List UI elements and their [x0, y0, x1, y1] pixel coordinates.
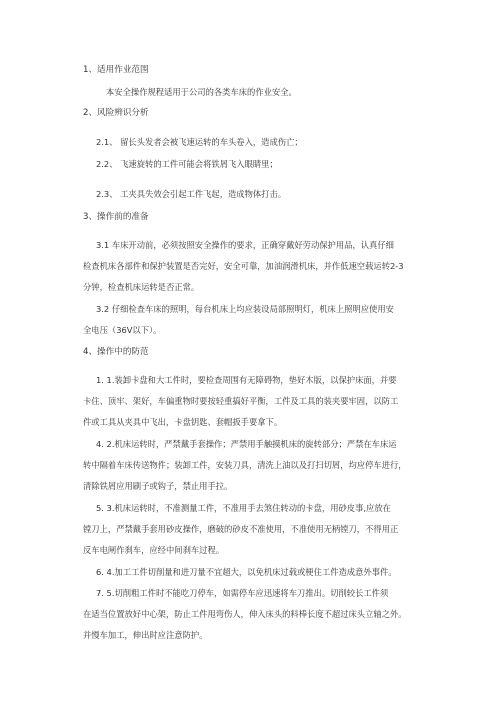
section-4-p1-line-3: 件或工具从夹具中飞出，卡盘钥匙、套帽扳手要拿下。	[83, 417, 283, 427]
section-4-p1-line-1: 1. 1.装卸卡盘和大工件时，要检查周围有无障碍物，垫好木版，以保护床面，并要	[96, 375, 397, 385]
section-3-heading: 3、操作前的准备	[83, 212, 149, 222]
section-4-p5-line-3: 并慢车加工，伸出时应注意防护。	[83, 630, 208, 640]
section-4-p2-line-1: 4. 2.机床运转时，严禁戴手套操作；严禁用手触摸机床的旋转部分；严禁在车床运	[96, 439, 397, 449]
section-4-p1-line-2: 卡住、顶牢、架好，车偏重物时要按轻重搞好平衡，工件及工具的装夹要牢固，以防工	[83, 396, 399, 406]
section-2-item-1: 2.1、 留长头发者会被飞速运转的车头卷入，造成伤亡；	[96, 137, 303, 147]
section-3-p2-line-2: 全电压（36V以下）。	[83, 325, 162, 335]
section-3-p1-line-3: 分钟，检查机床运转是否正常。	[83, 282, 200, 292]
section-4-p3-line-2: 镗刀上，严禁戴手套用砂皮操作，磨破的砂皮不准使用，不准使用无柄镗刀，不得用正	[83, 524, 399, 534]
section-1-text: 本安全操作规程适用于公司的各类车床的作业安全。	[106, 87, 297, 97]
section-3-p2-line-1: 3.2 仔细检查车床的照明，每台机床上均应装设局部照明灯，机床上照明应使用安	[96, 304, 394, 314]
section-2-heading: 2、风险辨识分析	[83, 108, 149, 118]
section-4-p4-line-1: 6. 4.加工工件切削量和进刀量不宜超大，以免机床过载或梗住工件造成意外事件。	[96, 567, 397, 577]
section-4-p3-line-1: 5. 3.机床运转时，不准测量工件，不准用手去煞住转动的卡盘，用砂皮事,应放在	[96, 503, 391, 513]
section-2-item-3: 2.3、 工夹具失效会引起工件飞起，造成物体打击。	[96, 189, 287, 199]
section-3-p1-line-2: 检查机床各部件和保护装置是否完好，安全可靠，加油润滑机床，并作低速空载运转2-3	[83, 261, 404, 271]
section-2-item-2: 2.2、 飞速旋转的工件可能会将铁屑飞入眼睛里；	[96, 159, 278, 169]
section-4-p5-line-2: 在适当位置放好中心架，防止工件甩弯伤人，伸入床头的料棒长度不超过床头立轴之外。	[83, 609, 407, 619]
section-3-p1-line-1: 3.1 车床开动前，必须按照安全操作的要求，正确穿戴好劳动保护用品，认真仔细	[96, 240, 394, 250]
section-4-p5-line-1: 7. 5.切削粗工件时不能吃刀停车，如需停车应迅速将车刀推出。切削较长工件须	[96, 588, 389, 598]
section-4-p2-line-2: 转中隔着车床传送物件；装卸工件，安装刀具，清洗上油以及打扫切屑，均应停车进行，	[83, 460, 407, 470]
section-4-p2-line-3: 清除铁屑应用刷子或钩子，禁止用手拉。	[83, 481, 233, 491]
section-4-p3-line-3: 反车电闸作刹车，应经中间刹车过程。	[83, 545, 225, 555]
section-4-heading: 4、操作中的防范	[83, 347, 149, 357]
section-1-heading: 1、适用作业范围	[83, 65, 149, 75]
